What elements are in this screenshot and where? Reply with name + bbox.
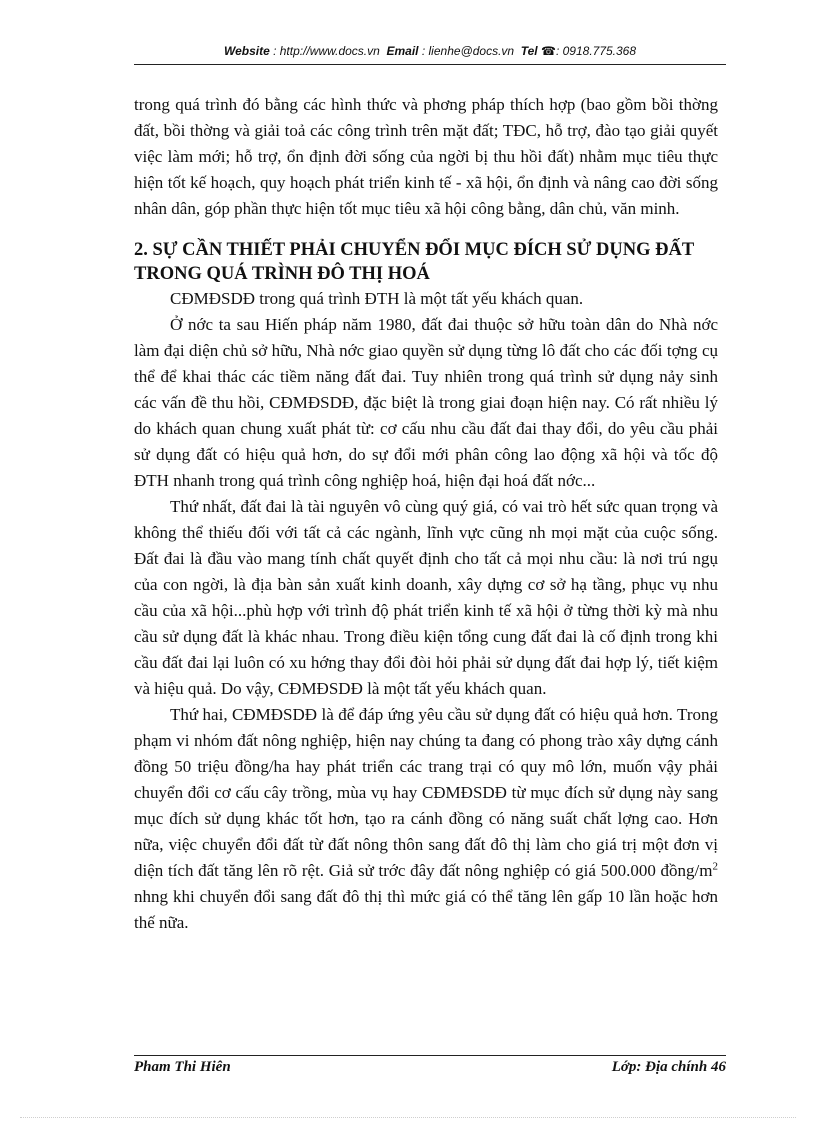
section-heading: 2. SỰ CẦN THIẾT PHẢI CHUYỂN ĐỔI MỤC ĐÍCH SỬ DỤNG ĐẤT TRONG QUÁ TRÌNH ĐÔ THỊ HOÁ [134,240,694,284]
footer-rule [134,1055,726,1056]
document-body [134,92,718,936]
tel-value: : 0918.775.368 [555,44,637,58]
paragraph-3: Ở nớc ta sau Hiến pháp năm 1980, đất đai thuộc sở hữu toàn dân do Nhà nớc làm đại diện chủ sở hữu, Nhà nớc giao quyền sử dụng từng lô đất cho các đối tợng cụ thể để khai thác các tiềm năng đất đai. Tuy nhiên trong quá trình sử dụng nảy sinh các vấn đề thu hồi, CĐMĐSDĐ, đặc biệt là trong giai đoạn hiện nay. Có rất nhiều lý do khách quan chung xuất phát từ: cơ cấu nhu cầu đất đai thay đổi, do yêu cầu phải sử dụng đất có hiệu quả hơn, do sự đổi mới phân công lao động xã hội và tốc độ ĐTH nhanh trong quá trình công nghiệp hoá, hiện đại hoá đất nớc... [134,315,718,490]
paragraph-5 [134,702,718,936]
footer-author: Pham Thi Hiên [134,1059,231,1075]
footer-class: Lớp: Địa chính 46 [611,1059,726,1075]
page-header [134,44,726,58]
header-rule [134,64,726,65]
website-label: Website [223,44,270,58]
phone-icon: ☎ [541,44,556,58]
paragraph-1: trong quá trình đó bằng các hình thức và phơng pháp thích hợp (bao gồm bồi thờng đất, bồi thờng và giải toả các công trình trên mặt đất; TĐC, hỗ trợ, đào tạo giải quyết việc làm mới; hỗ trợ, ổn định đời sống của ngời bị thu hồi đất) nhằm mục tiêu thực hiện tốt kế hoạch, quy hoạch phát triển kinh tế - xã hội, ổn định và nâng cao đời sống nhân dân, góp phần thực hiện tốt mục tiêu xã hội công bằng, dân chủ, văn minh. [134,95,718,218]
paragraph-5-text-b: nhng khi chuyển đổi sang đất đô thị thì mức giá có thể tăng lên gấp 10 lần hoặc hơn thế nữa. [134,887,718,932]
tel-label: Tel [520,44,538,58]
superscript-2: 2 [712,860,718,873]
email-label: Email [386,44,419,58]
paragraph-2: CĐMĐSDĐ trong quá trình ĐTH là một tất yếu khách quan. [170,289,584,308]
page-bottom-border [20,1117,796,1118]
paragraph-5-text-a: Thứ hai, CĐMĐSDĐ là để đáp ứng yêu cầu sử dụng đất có hiệu quả hơn. Trong phạm vi nhóm đất nông nghiệp, hiện nay chúng ta đang có phong trào xây dựng cánh đồng 50 triệu đồng/ha hay phát triển các trang trại có quy mô lớn, muốn vậy phải chuyển đổi cơ cấu cây trồng, mùa vụ hay CĐMĐSDĐ từ mục đích sử dụng này sang mục đích sử dụng khác tốt hơn, tạo ra cánh đồng có năng suất chất lợng cao. Hơn nữa, việc chuyển đổi đất từ đất nông thôn sang đất đô thị làm cho giá trị một đơn vị diện tích đất tăng lên rõ rệt. Giả sử trớc đây đất nông nghiệp có giá 500.000 đồng/m [134,705,718,880]
website-value: : http://www.docs.vn [273,44,380,58]
paragraph-4: Thứ nhất, đất đai là tài nguyên vô cùng quý giá, có vai trò hết sức quan trọng và không thể thiếu đối với tất cả các ngành, lĩnh vực cũng nh mọi mặt của cuộc sống. Đất đai là đầu vào mang tính chất quyết định cho tất cả mọi nhu cầu: là nơi trú ngụ của con ngời, là địa bàn sản xuất kinh doanh, xây dựng cơ sở hạ tầng, phục vụ nhu cầu của xã hội...phù hợp với trình độ phát triển kinh tế xã hội ở từng thời kỳ mà nhu cầu sử dụng đất là khác nhau. Trong điều kiện tổng cung đất đai là cố định trong khi cầu đất đai lại luôn có xu hớng thay đổi đòi hỏi phải sử dụng đất đai hợp lý, tiết kiệm và hiệu quả. Do vậy, CĐMĐSDĐ là một tất yếu khách quan. [134,497,718,698]
email-value: : lienhe@docs.vn [421,44,515,58]
